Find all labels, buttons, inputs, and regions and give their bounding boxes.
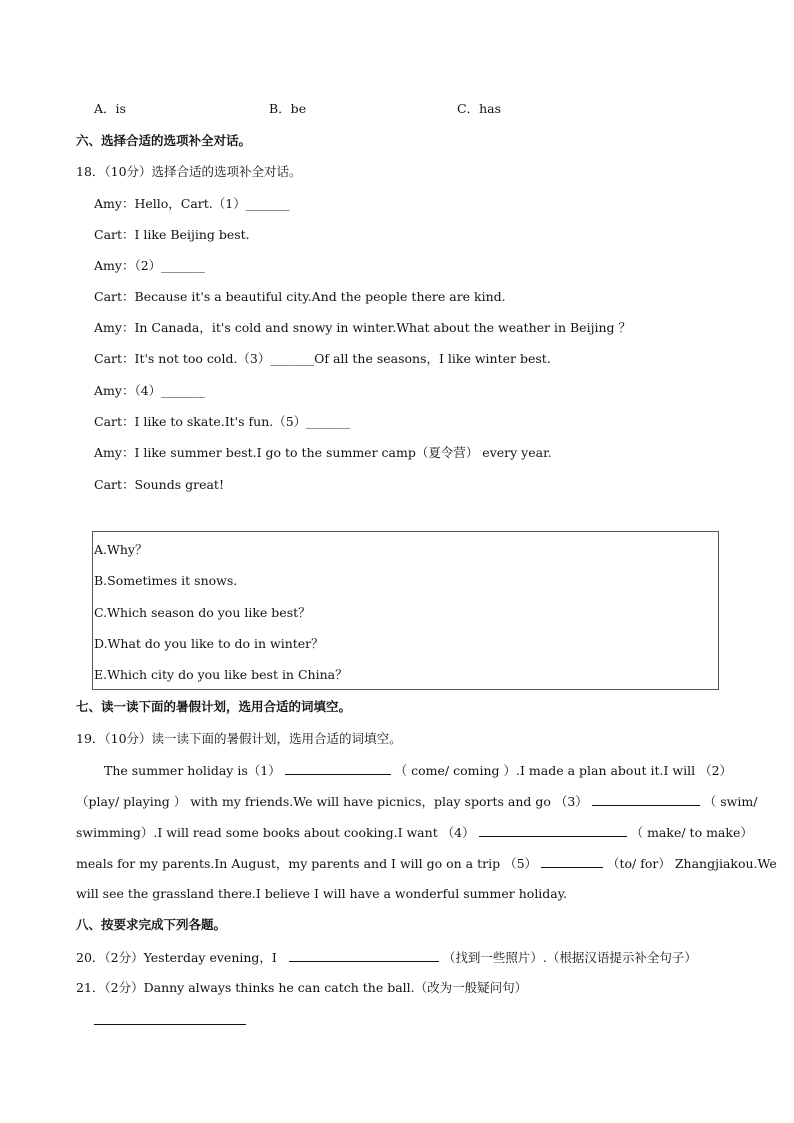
q20	[76, 951, 697, 965]
dialogue-line: Amy：I like summer best.I go to the summer camp（夏令营） every year.	[94, 445, 552, 460]
passage-line-3	[76, 825, 753, 840]
dialogue-line: Cart：It's not too cold.（3）_______Of all the seasons，I like winter best.	[94, 351, 551, 366]
options-box	[92, 531, 719, 690]
option-item: B.Sometimes it snows.	[94, 573, 238, 588]
passage-line-1	[76, 763, 733, 778]
blank-5[interactable]	[541, 857, 603, 868]
dialogue-line: Cart：I like Beijing best.	[94, 227, 250, 242]
passage-text: meals for my parents.In August，my parents and I will go on a trip （5）	[76, 856, 538, 871]
dialogue-line: Amy：（2）_______	[94, 258, 205, 273]
passage-text: （ swim/	[703, 794, 758, 809]
option-item: D.What do you like to do in winter？	[94, 636, 324, 651]
q20-hint: （找到一些照片）.（根据汉语提示补全句子）	[442, 950, 697, 965]
q20-text: 20．（2分）Yesterday evening，I	[76, 950, 277, 965]
dialogue-line: Amy：（4）_______	[94, 383, 205, 398]
passage-text: swimming）.I will read some books about cooking.I want （4）	[76, 825, 475, 840]
passage-text: （ make/ to make）	[630, 825, 753, 840]
blank-3[interactable]	[592, 795, 700, 806]
passage-text: The summer holiday is（1）	[104, 763, 281, 778]
option-item: E.Which city do you like best in China？	[94, 667, 348, 682]
q17-option-b: B．be	[269, 101, 307, 116]
q17-option-a: A．is	[94, 101, 126, 116]
dialogue-line: Cart：Sounds great!	[94, 477, 224, 492]
blank-1[interactable]	[285, 764, 391, 775]
blank-4[interactable]	[479, 826, 627, 837]
section-8-title: 八、按要求完成下列各题。	[76, 917, 227, 932]
section-7-title: 七、读一读下面的暑假计划，选用合适的词填空。	[76, 699, 352, 714]
dialogue-line: Cart：I like to skate.It's fun.（5）_______	[94, 414, 350, 429]
option-item: C.Which season do you like best？	[94, 605, 311, 620]
passage-line-4	[76, 856, 777, 871]
q17-option-c: C．has	[457, 101, 501, 116]
q21-answer-line[interactable]	[94, 1024, 246, 1025]
dialogue-line: Amy：Hello，Cart.（1）_______	[94, 196, 290, 211]
option-item: A.Why？	[94, 542, 148, 557]
passage-line-5: will see the grassland there.I believe I will have a wonderful summer holiday.	[76, 886, 568, 901]
passage-text: （to/ for） Zhangjiakou.We	[607, 856, 777, 871]
passage-text: （play/ playing ） with my friends.We will have picnics，play sports and go （3）	[76, 794, 588, 809]
passage-line-2	[76, 794, 758, 809]
q18-title: 18．（10分）选择合适的选项补全对话。	[76, 164, 302, 179]
dialogue-line: Cart：Because it's a beautiful city.And the people there are kind.	[94, 289, 506, 304]
passage-text: （ come/ coming ）.I made a plan about it.I will （2）	[394, 763, 733, 778]
q20-blank[interactable]	[289, 951, 439, 962]
q21: 21．（2分）Danny always thinks he can catch the ball.（改为一般疑问句）	[76, 980, 528, 995]
section-6-title: 六、选择合适的选项补全对话。	[76, 133, 252, 148]
q19-title: 19．（10分）读一读下面的暑假计划，选用合适的词填空。	[76, 731, 402, 746]
dialogue-line: Amy：In Canada，it's cold and snowy in winter.What about the weather in Beijing ？	[94, 320, 631, 335]
